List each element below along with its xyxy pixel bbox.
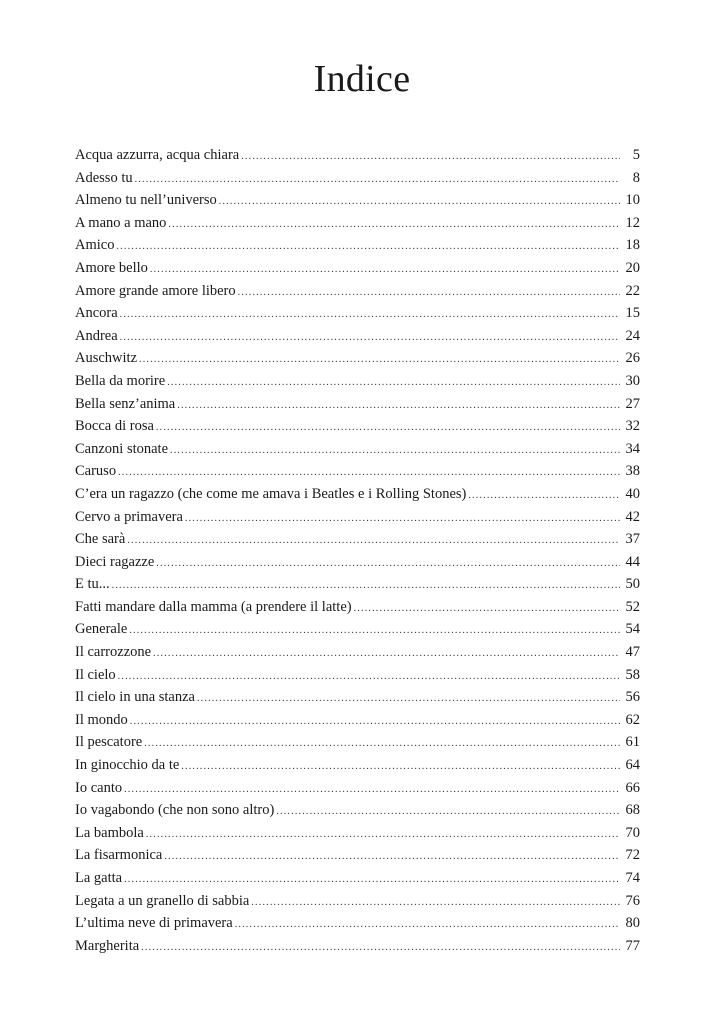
- dot-leader: [150, 259, 620, 282]
- toc-entry: [75, 618, 640, 641]
- toc-entry: [75, 212, 640, 235]
- toc-entry-page-number: 68: [625, 802, 640, 819]
- toc-entry-title: Adesso tu: [75, 169, 133, 186]
- toc-entry: [75, 347, 640, 370]
- toc-entry: [75, 664, 640, 687]
- toc-entry: [75, 144, 640, 167]
- toc-entry-title: Bella da morire: [75, 372, 166, 389]
- dot-leader: [185, 508, 620, 531]
- toc-entry: [75, 754, 640, 777]
- toc-entry-title: Auschwitz: [75, 350, 138, 367]
- dot-leader: [141, 937, 620, 960]
- toc-entry-page-number: 62: [625, 711, 640, 728]
- toc-entry-page-number: 42: [625, 508, 640, 525]
- dot-leader: [238, 282, 620, 305]
- toc-entry: [75, 393, 640, 416]
- toc-entry-title: Andrea: [75, 327, 118, 344]
- toc-entry: [75, 460, 640, 483]
- toc-entry: [75, 483, 640, 506]
- toc-entry: [75, 551, 640, 574]
- toc-entry-title: La gatta: [75, 870, 123, 886]
- dot-leader: [156, 417, 620, 440]
- dot-leader: [197, 688, 620, 711]
- toc-entry-page-number: 47: [625, 644, 640, 661]
- dot-leader: [118, 666, 620, 689]
- dot-leader: [164, 846, 620, 869]
- dot-leader: [168, 214, 620, 237]
- toc-entry-page-number: 56: [625, 689, 640, 706]
- toc-entry-title: Canzoni stonate: [75, 440, 169, 457]
- toc-entry-page-number: 64: [625, 757, 640, 774]
- toc-entry-page-number: 77: [625, 937, 640, 954]
- toc-entry-page-number: 34: [625, 440, 640, 457]
- toc-entry-page-number: 18: [625, 237, 640, 254]
- toc-entry-title: Bella senz’anima: [75, 395, 176, 412]
- toc-entry: [75, 912, 640, 935]
- dot-leader: [354, 598, 620, 621]
- toc-entry-page-number: 8: [632, 169, 640, 186]
- toc-entry-page-number: 61: [625, 734, 640, 751]
- toc-entry-title: Il carrozzone: [75, 644, 152, 661]
- toc-entry-title: Dieci ragazze: [75, 553, 155, 570]
- toc-entry-title: Il cielo: [75, 666, 116, 683]
- toc-entry-page-number: 32: [625, 418, 640, 435]
- toc-entry-title: Generale: [75, 621, 128, 638]
- toc-entry-title: Il cielo in una stanza: [75, 689, 195, 706]
- toc-entry-page-number: 27: [625, 395, 640, 412]
- dot-leader: [120, 304, 620, 327]
- toc-entry-title: Cervo a primavera: [75, 508, 183, 525]
- toc-entry-page-number: 76: [625, 892, 640, 909]
- toc-entry-page-number: 38: [625, 463, 640, 480]
- toc-entry-page-number: 24: [625, 327, 640, 344]
- dot-leader: [116, 236, 620, 259]
- toc-entry: [75, 189, 640, 212]
- toc-entry-page-number: 54: [625, 621, 640, 638]
- dot-leader: [112, 575, 620, 598]
- dot-leader: [276, 801, 620, 824]
- toc-entry-page-number: 15: [625, 305, 640, 322]
- toc-entry-page-number: 80: [625, 915, 640, 932]
- toc-entry-page-number: 74: [625, 870, 640, 886]
- toc-entry: [75, 890, 640, 913]
- toc-entry-page-number: 70: [625, 824, 640, 841]
- toc-entry: [75, 822, 640, 845]
- dot-leader: [181, 756, 620, 779]
- dot-leader: [146, 824, 620, 847]
- toc-entry: [75, 935, 640, 958]
- dot-leader: [118, 462, 620, 485]
- toc-entry: [75, 234, 640, 257]
- toc-entry: [75, 415, 640, 438]
- toc-entry-page-number: 22: [625, 282, 640, 299]
- dot-leader: [251, 892, 620, 915]
- toc-entry-title: Il pescatore: [75, 734, 143, 751]
- toc-entry-title: L’ultima neve di primavera: [75, 915, 233, 932]
- toc-entry: [75, 528, 640, 551]
- toc-entry: [75, 325, 640, 348]
- dot-leader: [468, 485, 620, 508]
- toc-entry-page-number: 66: [625, 779, 640, 796]
- toc-entry-page-number: 20: [625, 259, 640, 276]
- toc-entry: [75, 777, 640, 800]
- dot-leader: [124, 779, 620, 802]
- toc-entry-title: Caruso: [75, 463, 117, 480]
- toc-entry-title: C’era un ragazzo (che come me amava i Beatles e i Rolling Stones): [75, 485, 467, 502]
- toc-entry-page-number: 50: [625, 576, 640, 593]
- dot-leader: [139, 349, 620, 372]
- dot-leader: [177, 395, 620, 418]
- toc-entry: [75, 709, 640, 732]
- toc-entry: [75, 438, 640, 461]
- dot-leader: [120, 327, 620, 350]
- toc-entry: [75, 167, 640, 190]
- dot-leader: [156, 553, 620, 576]
- toc-entry-title: La fisarmonica: [75, 847, 163, 864]
- dot-leader: [219, 191, 620, 214]
- toc-entry-page-number: 52: [625, 598, 640, 615]
- dot-leader: [153, 643, 620, 666]
- toc-entry-title: Acqua azzurra, acqua chiara: [75, 147, 240, 163]
- toc-entry-page-number: 44: [625, 553, 640, 570]
- toc-entry-title: Bocca di rosa: [75, 418, 154, 435]
- toc-entry-title: A mano a mano: [75, 214, 167, 231]
- toc-entry: [75, 731, 640, 754]
- toc-entry: [75, 867, 640, 890]
- toc-entry: [75, 506, 640, 529]
- toc-entry-title: Fatti mandare dalla mamma (a prendere il latte): [75, 598, 352, 615]
- toc-entry-title: Il mondo: [75, 711, 128, 728]
- toc-entry-title: Legata a un granello di sabbia: [75, 892, 250, 909]
- toc-entry-page-number: 30: [625, 372, 640, 389]
- toc-entry-page-number: 26: [625, 350, 640, 367]
- dot-leader: [235, 914, 620, 937]
- toc-entry: [75, 257, 640, 280]
- toc-entry-title: Io canto: [75, 779, 123, 796]
- dot-leader: [129, 620, 620, 643]
- toc-entry-title: Amore grande amore libero: [75, 282, 236, 299]
- dot-leader: [127, 530, 620, 553]
- toc-entry: [75, 686, 640, 709]
- page-title: Indice: [313, 58, 411, 100]
- toc-entry: [75, 799, 640, 822]
- toc-entry: [75, 641, 640, 664]
- dot-leader: [167, 372, 620, 395]
- dot-leader: [144, 733, 620, 756]
- toc-entry: [75, 596, 640, 619]
- toc-entry-page-number: 10: [625, 192, 640, 209]
- toc-entry: [75, 573, 640, 596]
- toc-entry-title: E tu...: [75, 576, 110, 593]
- dot-leader: [130, 711, 620, 734]
- dot-leader: [241, 146, 620, 169]
- toc-entry-title: Amore bello: [75, 259, 148, 276]
- toc-entry-title: Io vagabondo (che non sono altro): [75, 802, 275, 819]
- dot-leader: [170, 440, 620, 463]
- toc-entry: [75, 844, 640, 867]
- table-of-contents: [75, 144, 640, 957]
- dot-leader: [135, 169, 620, 192]
- toc-entry-page-number: 37: [625, 531, 640, 548]
- toc-entry-title: Margherita: [75, 937, 140, 954]
- toc-entry-page-number: 40: [625, 485, 640, 502]
- toc-entry-page-number: 12: [625, 214, 640, 231]
- toc-entry: [75, 302, 640, 325]
- toc-entry-title: Almeno tu nell’universo: [75, 192, 217, 209]
- toc-entry-title: Ancora: [75, 305, 118, 322]
- toc-entry-page-number: 58: [625, 666, 640, 683]
- toc-entry: [75, 280, 640, 303]
- toc-entry-title: Che sarà: [75, 531, 126, 548]
- toc-entry-title: In ginocchio da te: [75, 757, 180, 774]
- toc-entry: [75, 370, 640, 393]
- toc-entry-title: La bambola: [75, 824, 144, 841]
- toc-entry-title: Amico: [75, 237, 115, 254]
- dot-leader: [124, 869, 620, 892]
- toc-entry-page-number: 72: [625, 847, 640, 864]
- toc-entry-page-number: 5: [632, 147, 640, 163]
